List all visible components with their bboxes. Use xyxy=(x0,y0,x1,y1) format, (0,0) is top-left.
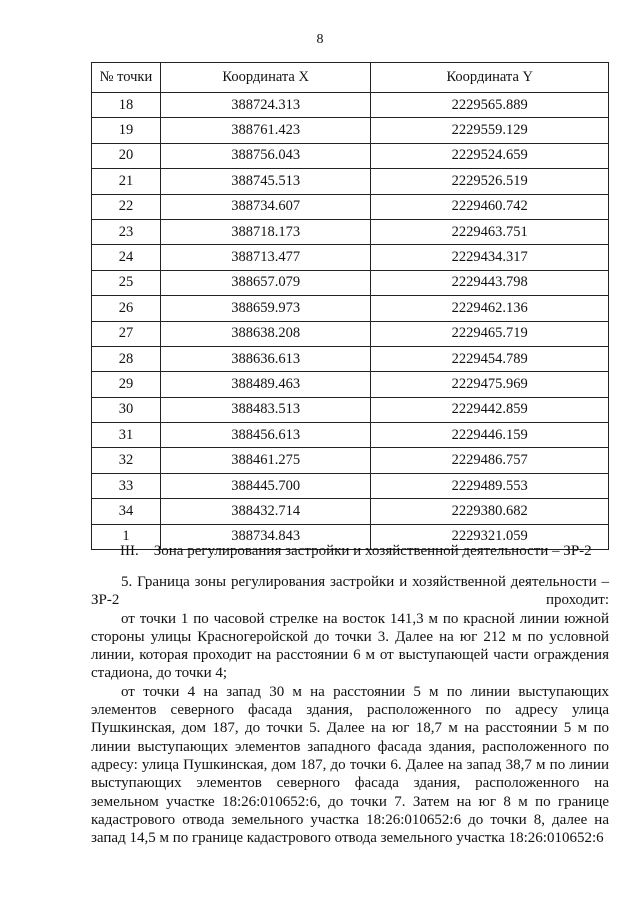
coordinate-x-cell: 388734.607 xyxy=(160,194,371,219)
point-number-cell: 24 xyxy=(92,245,161,270)
table-row xyxy=(92,194,609,219)
coordinate-y-cell: 2229465.719 xyxy=(371,321,609,346)
table-row xyxy=(92,346,609,371)
point-number-cell: 34 xyxy=(92,499,161,524)
coordinate-y-cell: 2229442.859 xyxy=(371,397,609,422)
table-row xyxy=(92,118,609,143)
coordinate-x-cell: 388713.477 xyxy=(160,245,371,270)
point-number-cell: 21 xyxy=(92,169,161,194)
coordinate-y-cell: 2229454.789 xyxy=(371,346,609,371)
coordinate-x-cell: 388432.714 xyxy=(160,499,371,524)
point-number-cell: 31 xyxy=(92,423,161,448)
table-row xyxy=(92,93,609,118)
point-number-cell: 32 xyxy=(92,448,161,473)
table-row xyxy=(92,219,609,244)
coordinate-x-cell: 388659.973 xyxy=(160,296,371,321)
point-number-cell: 18 xyxy=(92,93,161,118)
coordinate-x-cell: 388745.513 xyxy=(160,169,371,194)
table-row xyxy=(92,448,609,473)
coordinate-x-cell: 388483.513 xyxy=(160,397,371,422)
section-number: III. xyxy=(120,543,139,559)
table-row xyxy=(92,372,609,397)
point-number-cell: 25 xyxy=(92,270,161,295)
coordinate-x-cell: 388756.043 xyxy=(160,143,371,168)
coordinate-y-cell: 2229380.682 xyxy=(371,499,609,524)
coordinate-y-cell: 2229489.553 xyxy=(371,473,609,498)
table-row xyxy=(92,270,609,295)
coordinate-y-cell: 2229463.751 xyxy=(371,219,609,244)
point-number-cell: 33 xyxy=(92,473,161,498)
section-heading xyxy=(120,543,592,560)
table-row xyxy=(92,245,609,270)
coordinate-x-cell: 388657.079 xyxy=(160,270,371,295)
paragraph: 5. Граница зоны регулирования застройки и хозяйственной деятельности – ЗР-2 проходит: xyxy=(91,574,609,609)
coordinate-x-cell: 388445.700 xyxy=(160,473,371,498)
point-number-cell: 28 xyxy=(92,346,161,371)
coordinate-y-cell: 2229462.136 xyxy=(371,296,609,321)
coordinate-y-cell: 2229486.757 xyxy=(371,448,609,473)
body-text xyxy=(91,573,609,847)
coordinate-y-cell: 2229475.969 xyxy=(371,372,609,397)
point-number-cell: 20 xyxy=(92,143,161,168)
paragraph: от точки 4 на запад 30 м на расстоянии 5 м по линии выступающих элементов северного фасада здания, расположенного по адресу улица Пушкинская, дом 187, до точки 5. Далее на юг 18,7 м на расстоянии 5 м по линии выступающих элементов западного фасада здания, расположенного по адресу: улица Пушкинская, дом 187, до точки 6. Далее на запад 38,7 м по линии выступающих элементов северного фасада здания, расположенного на земельном участке 18:26:010652:6, до точки 7. Затем на юг 8 м по границе кадастрового отвода земельного участка 18:26:010652:6 до точки 8, далее на запад 14,5 м по границе кадастрового отвода земельного участка 18:26:010652:6 xyxy=(91,683,609,847)
point-number-cell: 27 xyxy=(92,321,161,346)
coordinate-x-cell: 388724.313 xyxy=(160,93,371,118)
coordinate-x-cell: 388461.275 xyxy=(160,448,371,473)
table-row xyxy=(92,499,609,524)
coordinate-y-cell: 2229443.798 xyxy=(371,270,609,295)
point-number-cell: 30 xyxy=(92,397,161,422)
coordinate-y-cell: 2229434.317 xyxy=(371,245,609,270)
table-row xyxy=(92,143,609,168)
table-row xyxy=(92,169,609,194)
coordinates-table xyxy=(91,62,609,550)
coordinate-y-cell: 2229526.519 xyxy=(371,169,609,194)
coordinate-y-cell: 2229559.129 xyxy=(371,118,609,143)
point-number-cell: 29 xyxy=(92,372,161,397)
coordinate-y-cell: 2229446.159 xyxy=(371,423,609,448)
header-coordinate-y: Координата Y xyxy=(371,63,609,93)
table-row xyxy=(92,423,609,448)
coordinate-x-cell: 388489.463 xyxy=(160,372,371,397)
header-point-number: № точки xyxy=(92,63,161,93)
table-row xyxy=(92,473,609,498)
coordinate-y-cell: 2229321.059 xyxy=(371,524,609,549)
coordinate-y-cell: 2229565.889 xyxy=(371,93,609,118)
table-header-row xyxy=(92,63,609,93)
point-number-cell: 1 xyxy=(92,524,161,549)
table-row xyxy=(92,321,609,346)
table-body xyxy=(92,93,609,550)
paragraph: от точки 1 по часовой стрелке на восток 141,3 м по красной линии южной стороны улицы Красногеройской до точки 3. Далее на юг 212 м по условной линии, которая проходит на расстоянии 6 м от выступающей части ограждения стадиона, до точки 4; xyxy=(91,610,609,682)
coordinate-x-cell: 388456.613 xyxy=(160,423,371,448)
table-row xyxy=(92,296,609,321)
coordinate-y-cell: 2229460.742 xyxy=(371,194,609,219)
section-title: Зона регулирования застройки и хозяйственной деятельности – ЗР-2 xyxy=(153,543,592,559)
coordinate-x-cell: 388636.613 xyxy=(160,346,371,371)
page-number: 8 xyxy=(316,32,324,47)
coordinate-x-cell: 388734.843 xyxy=(160,524,371,549)
table-row xyxy=(92,397,609,422)
point-number-cell: 23 xyxy=(92,219,161,244)
coordinate-x-cell: 388638.208 xyxy=(160,321,371,346)
header-coordinate-x: Координата X xyxy=(160,63,371,93)
point-number-cell: 19 xyxy=(92,118,161,143)
point-number-cell: 22 xyxy=(92,194,161,219)
coordinate-y-cell: 2229524.659 xyxy=(371,143,609,168)
coordinate-x-cell: 388718.173 xyxy=(160,219,371,244)
point-number-cell: 26 xyxy=(92,296,161,321)
coordinate-x-cell: 388761.423 xyxy=(160,118,371,143)
